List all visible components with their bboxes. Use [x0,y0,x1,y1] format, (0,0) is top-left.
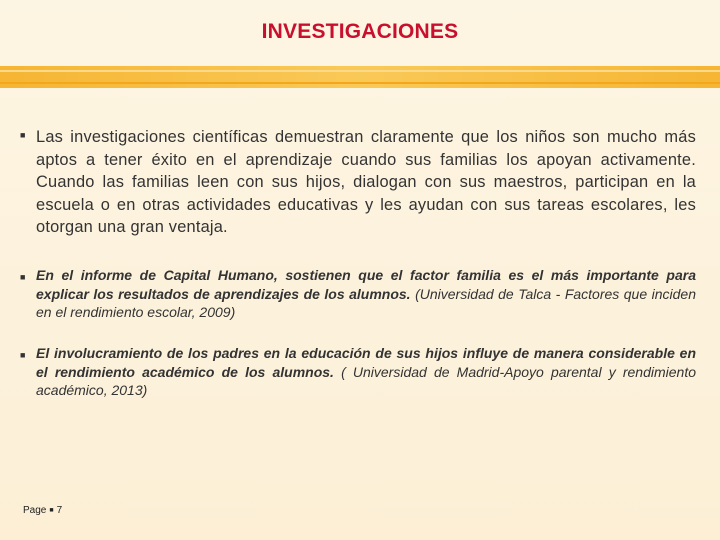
bullet-citation: (Universidad de Talca - Factores que inciden en el rendimiento escolar, 2009) [36,285,696,320]
footer-separator-icon: ■ [49,507,54,514]
bullet-item-3 [20,344,696,400]
page-label: Page [23,505,47,516]
bullet-bold-text: El involucramiento de los padres en la educación de sus hijos influye de manera considerable en el rendimiento académico de los alumnos. [36,345,696,380]
slide-title: INVESTIGACIONES [261,20,459,43]
page-number: 7 [56,505,63,516]
bullet-text [36,266,696,322]
bullet-bold-text: En el informe de Capital Humano, sostienen que el factor familia es el más importante para explicar los resultados de aprendizajes de los alumnos. [36,267,696,302]
bullet-item-2 [20,266,696,322]
bullet-text: Las investigaciones científicas demuestran claramente que los niños son mucho más aptos a tener éxito en el aprendizaje cuando sus familias los apoyan activamente. Cuando las familias leen con sus hijos, dialogan con sus maestros, participan en la escuela o en otras actividades educativas y les ayudan con sus tareas escolares, les otorgan una gran ventaja. [36,128,696,236]
bullet-item-1 [20,126,696,239]
bullet-square-icon: ■ [20,350,26,360]
bullet-citation: ( Universidad de Madrid-Apoyo parental y rendimiento académico, 2013) [36,363,696,398]
bullet-text [36,344,696,400]
header-band-highlight [0,70,720,72]
bullet-square-icon: ■ [20,272,26,282]
header-band-shadow [0,82,720,84]
page-number-footer [23,505,62,516]
bullet-square-icon: ■ [20,130,26,140]
